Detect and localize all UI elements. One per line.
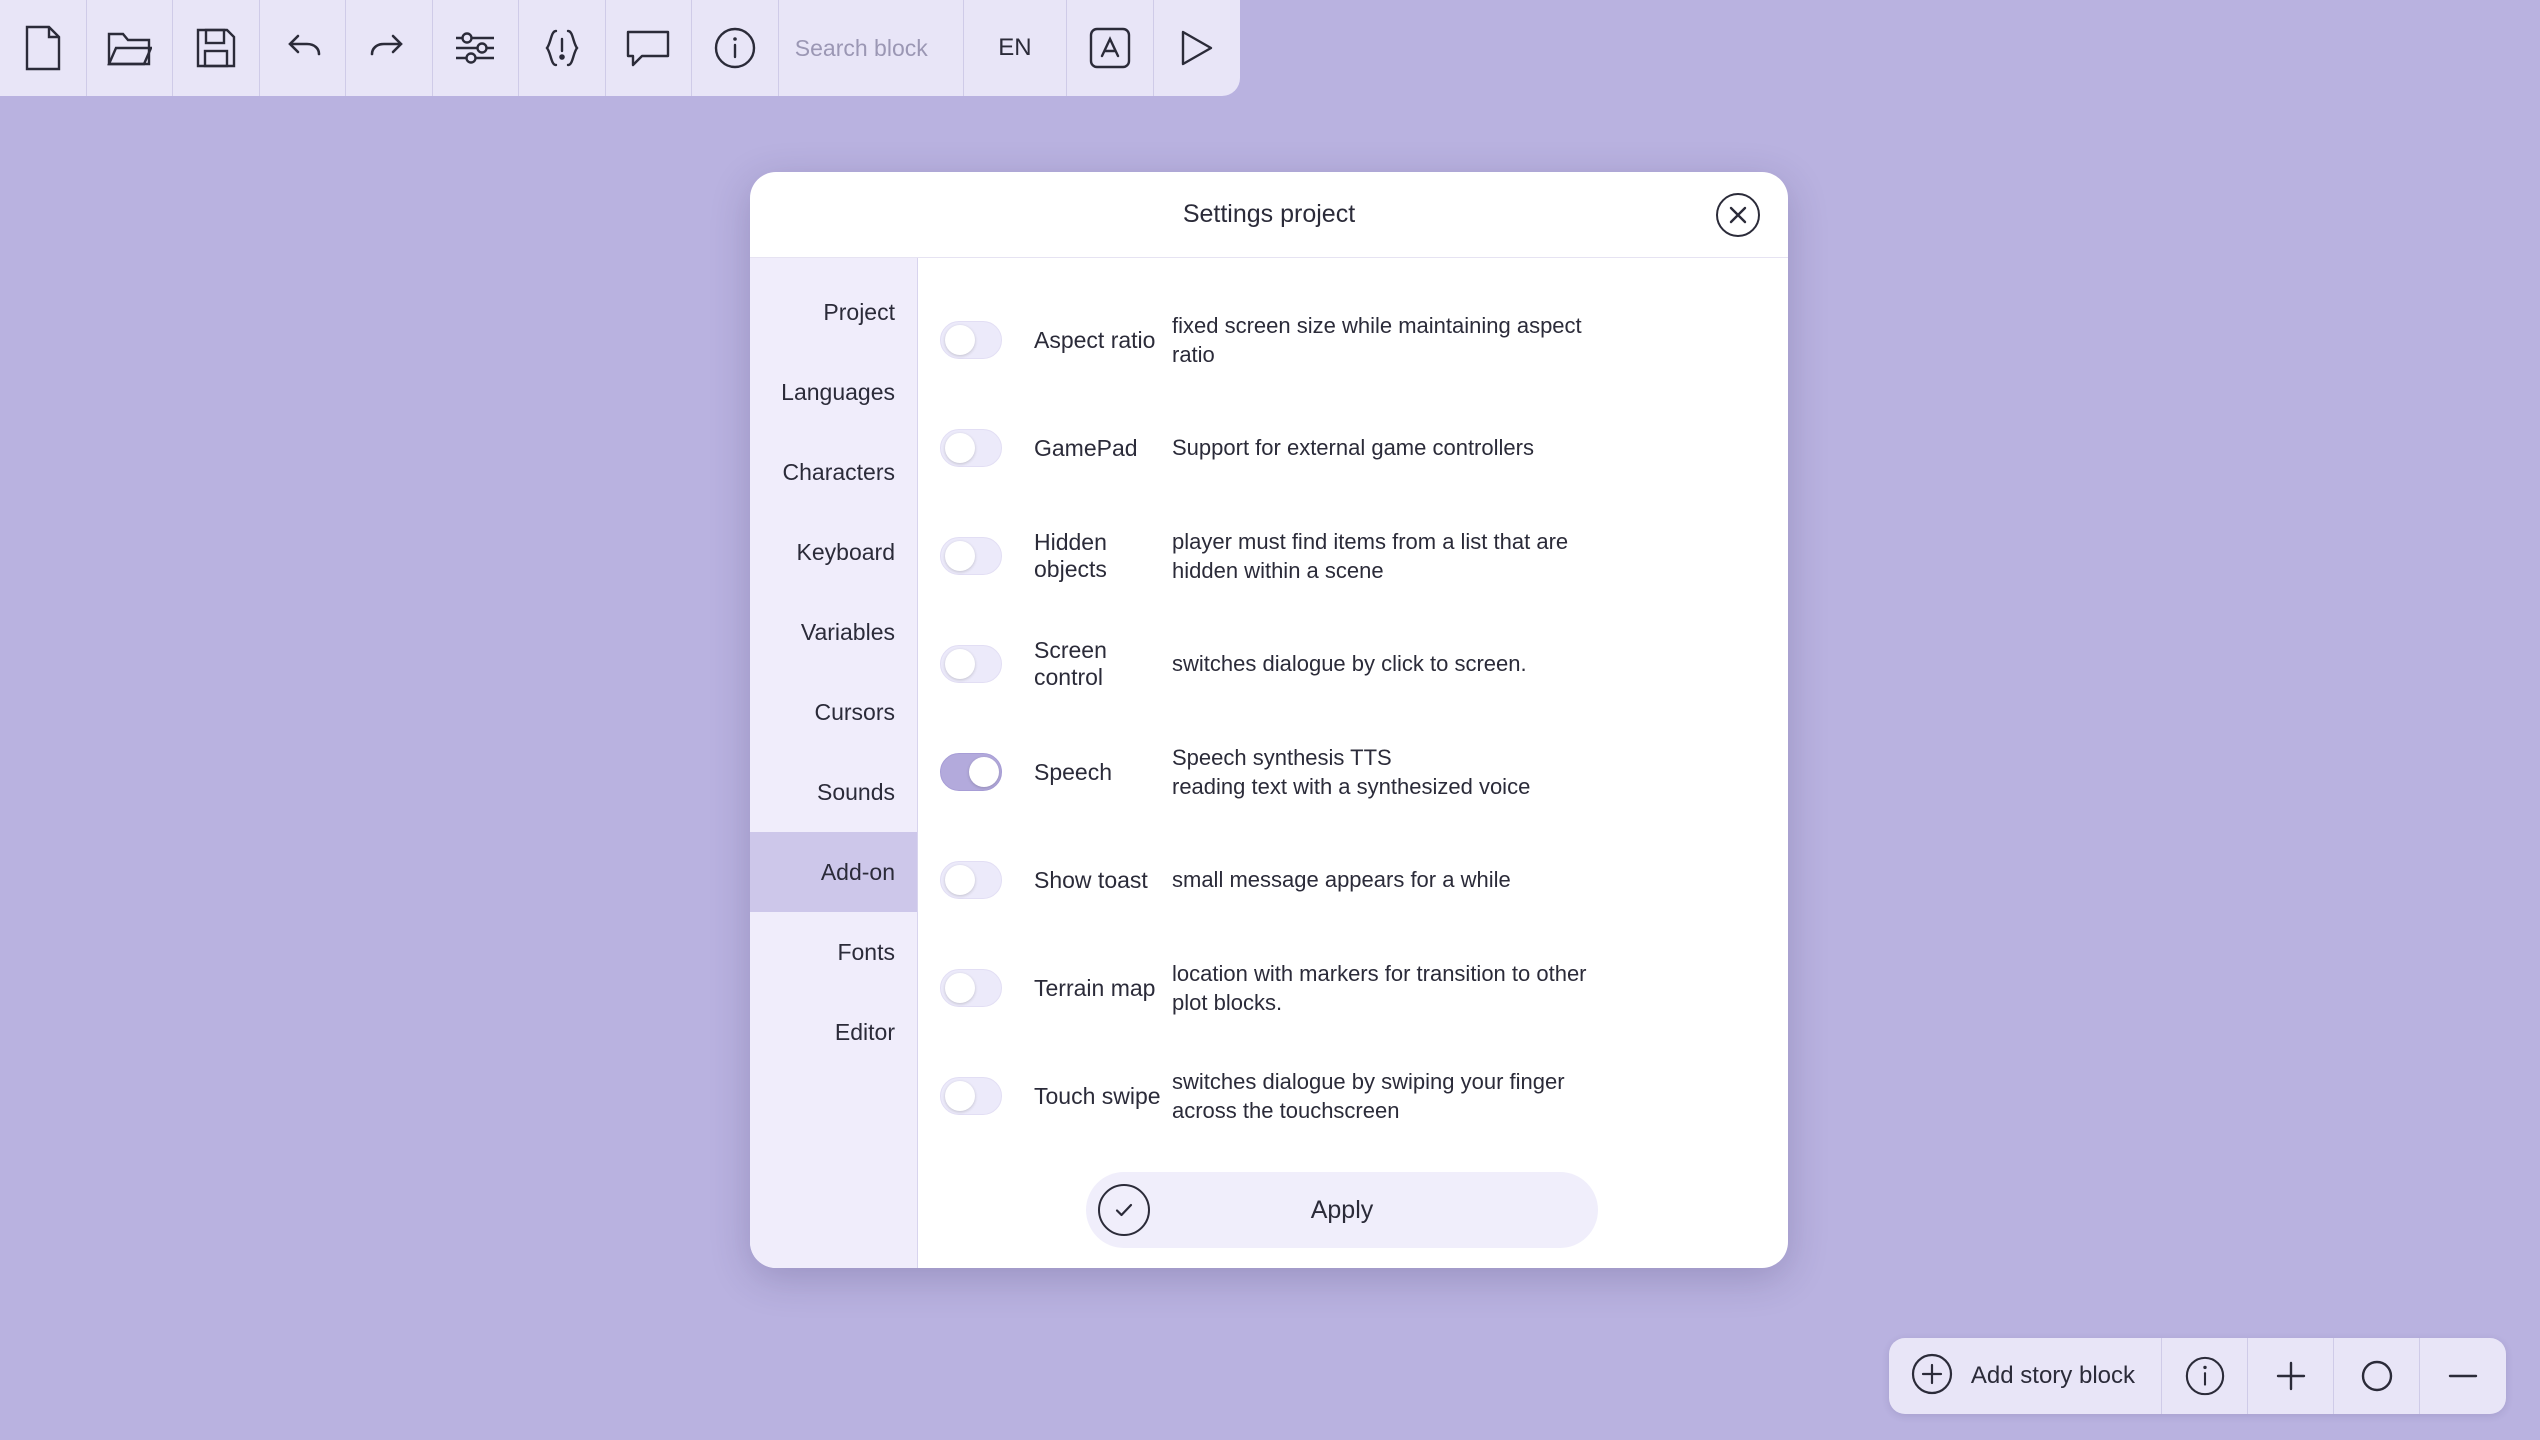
option-label: Hidden objects	[1034, 529, 1107, 582]
sidebar-item-characters[interactable]	[750, 432, 917, 512]
option-label: Aspect ratio	[1034, 326, 1156, 353]
toggle-gamepad[interactable]	[940, 429, 1002, 467]
option-row-screen-control	[940, 610, 1744, 718]
sidebar-item-label: Variables	[800, 618, 895, 645]
option-label: GamePad	[1034, 434, 1138, 461]
option-label: Terrain map	[1034, 974, 1156, 1001]
comment-icon[interactable]	[606, 0, 693, 96]
sidebar-item-label: Editor	[834, 1018, 895, 1045]
toggle-aspect-ratio[interactable]	[940, 321, 1002, 359]
sidebar-item-label: Languages	[781, 378, 895, 405]
option-description: small message appears for a while	[1172, 867, 1511, 893]
circle-icon[interactable]	[2334, 1338, 2420, 1414]
option-description: location with markers for transition to other plot blocks.	[1172, 960, 1587, 1015]
save-icon[interactable]	[173, 0, 260, 96]
check-circle-icon	[1098, 1184, 1150, 1236]
sidebar-item-add-on[interactable]	[750, 832, 917, 912]
language-label: EN	[998, 34, 1032, 61]
settings-dialog	[750, 172, 1788, 1268]
info-icon[interactable]	[692, 0, 779, 96]
option-row-aspect-ratio	[940, 286, 1744, 394]
toggle-speech[interactable]	[940, 753, 1002, 791]
search-input[interactable]	[779, 0, 964, 96]
play-icon[interactable]	[1154, 0, 1241, 96]
option-row-touch-swipe	[940, 1042, 1744, 1150]
info-icon[interactable]	[2162, 1338, 2248, 1414]
option-description: Speech synthesis TTS reading text with a synthesized voice	[1172, 744, 1531, 799]
option-description: Support for external game controllers	[1172, 435, 1534, 461]
apply-row	[940, 1150, 1744, 1268]
search-placeholder: Search block	[794, 34, 928, 61]
sidebar-item-editor[interactable]	[750, 992, 917, 1072]
minus-icon[interactable]	[2420, 1338, 2506, 1414]
option-row-show-toast	[940, 826, 1744, 934]
json-braces-icon[interactable]	[519, 0, 606, 96]
sidebar-item-languages[interactable]	[750, 352, 917, 432]
option-description: switches dialogue by swiping your finger across the touchscreen	[1172, 1068, 1565, 1123]
sidebar-item-label: Project	[823, 298, 895, 325]
add-story-block-label: Add story block	[1970, 1362, 2135, 1389]
settings-sliders-icon[interactable]	[433, 0, 520, 96]
undo-icon[interactable]	[260, 0, 347, 96]
settings-sidebar	[750, 258, 918, 1268]
redo-icon[interactable]	[346, 0, 433, 96]
sidebar-item-label: Add-on	[820, 858, 895, 885]
sidebar-item-label: Sounds	[816, 778, 895, 805]
top-toolbar	[0, 0, 1240, 96]
add-story-block-button[interactable]	[1889, 1338, 2162, 1414]
sidebar-item-label: Keyboard	[796, 538, 895, 565]
dialog-body	[750, 258, 1788, 1268]
apply-label: Apply	[1310, 1195, 1374, 1224]
bottom-toolbar	[1889, 1338, 2506, 1414]
options-area	[918, 258, 1788, 1268]
options-list	[940, 286, 1744, 1150]
close-icon[interactable]	[1716, 193, 1760, 237]
option-label: Touch swipe	[1034, 1082, 1161, 1109]
sidebar-item-sounds[interactable]	[750, 752, 917, 832]
sidebar-item-variables[interactable]	[750, 592, 917, 672]
option-label: Show toast	[1034, 866, 1148, 893]
translate-icon[interactable]	[1067, 0, 1154, 96]
sidebar-item-cursors[interactable]	[750, 672, 917, 752]
plus-icon[interactable]	[2248, 1338, 2334, 1414]
option-description: switches dialogue by click to screen.	[1172, 651, 1527, 677]
language-selector[interactable]	[964, 0, 1067, 96]
sidebar-item-project[interactable]	[750, 272, 917, 352]
dialog-title: Settings project	[1182, 200, 1356, 228]
toggle-screen-control[interactable]	[940, 645, 1002, 683]
sidebar-item-fonts[interactable]	[750, 912, 917, 992]
option-row-gamepad	[940, 394, 1744, 502]
option-label: Speech	[1034, 758, 1113, 785]
toggle-touch-swipe[interactable]	[940, 1077, 1002, 1115]
sidebar-item-keyboard[interactable]	[750, 512, 917, 592]
toggle-terrain-map[interactable]	[940, 969, 1002, 1007]
open-folder-icon[interactable]	[87, 0, 174, 96]
plus-circle-icon	[1909, 1351, 1955, 1402]
option-description: player must find items from a list that are hidden within a scene	[1172, 528, 1569, 583]
toggle-hidden-objects[interactable]	[940, 537, 1002, 575]
option-description: fixed screen size while maintaining aspect ratio	[1172, 312, 1582, 367]
dialog-header	[750, 172, 1788, 258]
toggle-show-toast[interactable]	[940, 861, 1002, 899]
apply-button[interactable]	[1086, 1172, 1598, 1248]
sidebar-item-label: Cursors	[814, 698, 895, 725]
option-label: Screen control	[1034, 637, 1107, 690]
sidebar-item-label: Fonts	[837, 938, 895, 965]
new-file-icon[interactable]	[0, 0, 87, 96]
sidebar-item-label: Characters	[782, 458, 895, 485]
option-row-speech	[940, 718, 1744, 826]
option-row-terrain-map	[940, 934, 1744, 1042]
option-row-hidden-objects	[940, 502, 1744, 610]
